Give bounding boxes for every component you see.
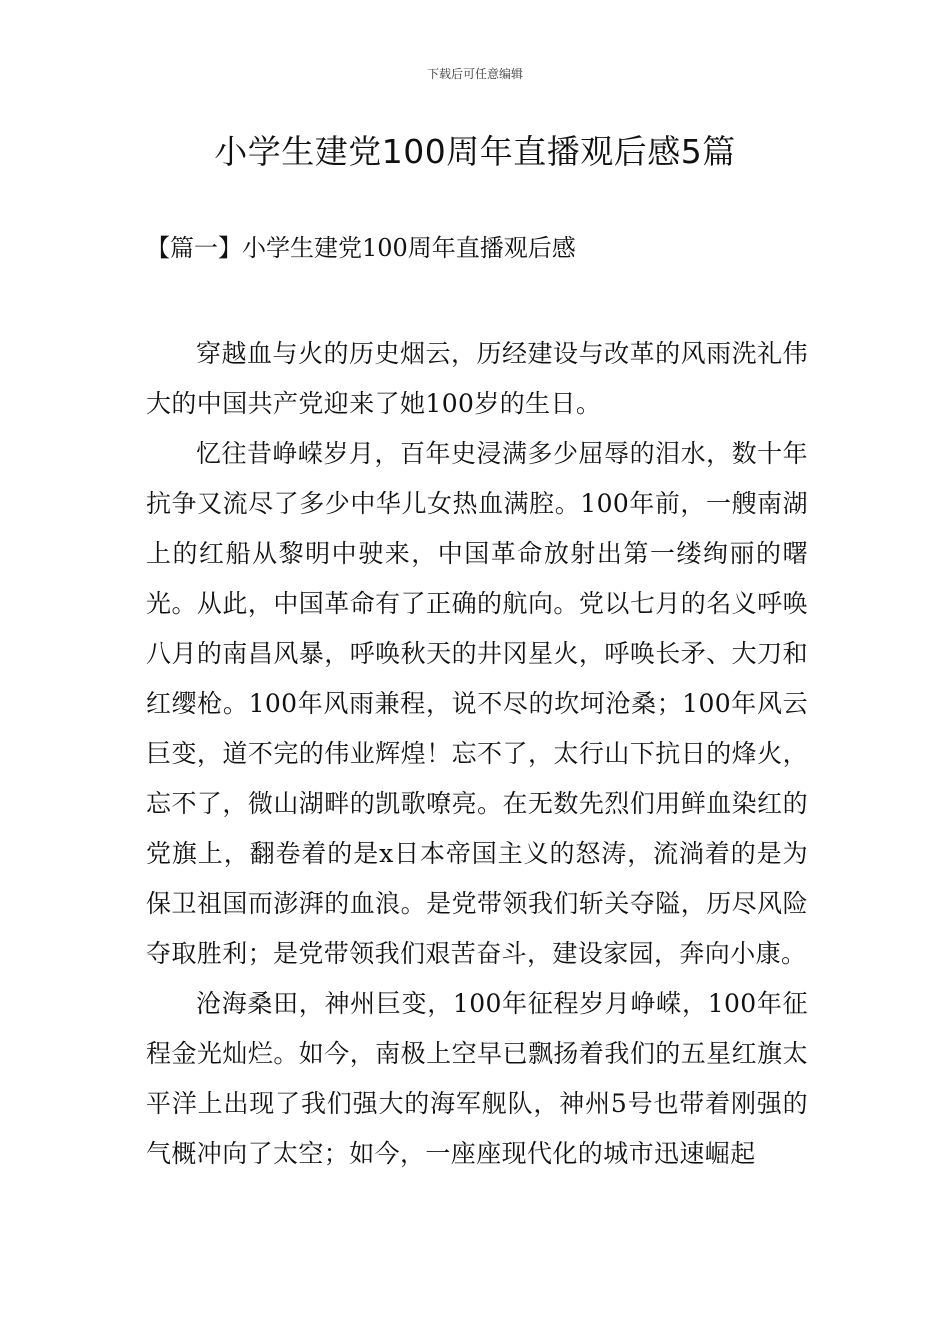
body-text <box>146 329 808 1179</box>
document-title: 小学生建党100周年直播观后感5篇 <box>214 132 736 171</box>
paragraph-1: 穿越血与火的历史烟云，历经建设与改革的风雨洗礼伟大的中国共产党迎来了她100岁的生日。 <box>146 339 808 418</box>
header-note: 下载后可任意编辑 <box>426 67 523 81</box>
section-heading: 【篇一】小学生建党100周年直播观后感 <box>146 234 576 262</box>
paragraph-3: 沧海桑田，神州巨变，100年征程岁月峥嵘，100年征程金光灿烂。如今，南极上空早已飘扬着我们的五星红旗太平洋上出现了我们强大的海军舰队，神州5号也带着刚强的气概冲向了太空；如今，一座座现代化的城市迅速崛起 <box>146 989 808 1168</box>
paragraph-2: 忆往昔峥嵘岁月，百年史浸满多少屈辱的泪水，数十年抗争又流尽了多少中华儿女热血满腔。100年前，一艘南湖上的红船从黎明中驶来，中国革命放射出第一缕绚丽的曙光。从此，中国革命有了正确的航向。党以七月的名义呼唤八月的南昌风暴，呼唤秋天的井冈星火，呼唤长矛、大刀和红缨枪。100年风雨兼程，说不尽的坎坷沧桑；100年风云巨变，道不完的伟业辉煌！忘不了，太行山下抗日的烽火，忘不了，微山湖畔的凯歌嘹亮。在无数先烈们用鲜血染红的党旗上，翻卷着的是x日本帝国主义的怒涛，流淌着的是为保卫祖国而澎湃的血浪。是党带领我们斩关夺隘，历尽风险夺取胜利；是党带领我们艰苦奋斗，建设家园，奔向小康。 <box>146 439 808 968</box>
